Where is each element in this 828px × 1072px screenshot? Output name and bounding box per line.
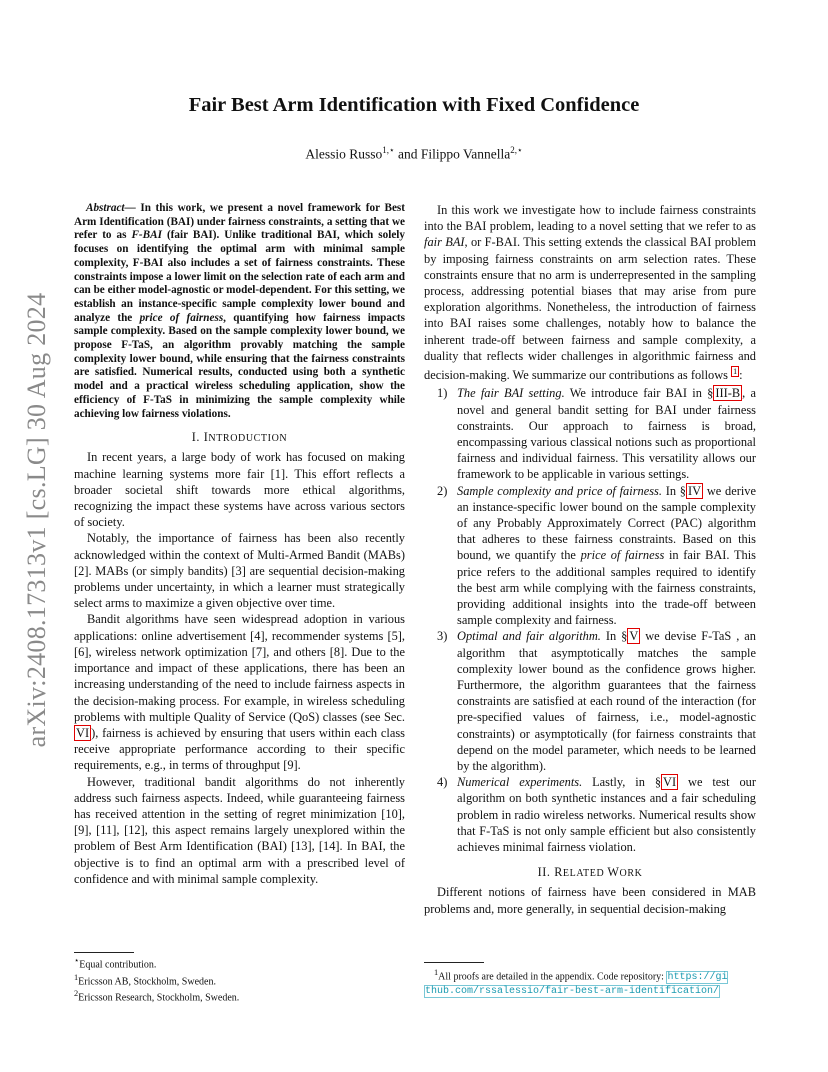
list-item-text: In § (600, 629, 628, 644)
footnote-mark: 2 (74, 989, 79, 999)
heading-letter: W (607, 865, 620, 880)
arxiv-identifier: arXiv:2408.17313v1 [cs.LG] 30 Aug 2024 (22, 292, 51, 748)
code-repository-link-continued[interactable]: thub.com/rssalessio/fair-best-arm-identification/ (425, 985, 720, 997)
abstract-text-1: — In this work, we present a novel framework for Best Arm Identification (BAI) under fairness constraints, a setting that we refer to as (74, 202, 405, 242)
list-item-title: The fair BAI setting. (457, 386, 565, 401)
footnote-rule-right (424, 962, 484, 963)
arxiv-sidebar (22, 285, 52, 755)
heading-rest: ELATED (562, 868, 608, 880)
related-work-paragraph: Different notions of fairness have been considered in MAB problems and, more generally, in sequential decision-making (424, 885, 756, 916)
list-item-emphasis: price of fairness (580, 548, 665, 563)
intro-paragraph-4: However, traditional bandit algorithms do not inherently address such fairness aspects. Indeed, while guaranteeing fairness has received attention in the setting of regret minimization [10], [9], [11], [12], this aspect remains largely unexplored within the problem of Best Arm Identification (BAI) [13], [14]. In BAI, the objective is to find an optimal arm with a prescribed level of confidence and with minimal sample complexity. (74, 774, 405, 886)
list-item-text: We introduce fair BAI in § (564, 386, 714, 401)
footnote (74, 988, 405, 1005)
intro-paragraph-2: Notably, the importance of fairness has been also recently acknowledged within the context of Multi-Armed Bandit (MABs) [2]. MABs (or simply bandits) [3] are sequential decision-making problems under uncertainty, in which a learner must strategically select arms to maximize a given objective over time. (74, 531, 405, 611)
list-item-title: Optimal and fair algorithm. (457, 629, 601, 644)
list-item-text: we derive an instance-specific lower bound on the sample complexity of any Probably Approximately Correct (PAC) algorithm that adheres to these fairness constraints. Based on this bound, we quantify the (457, 483, 756, 563)
list-item-text: we devise F-TaS , an algorithm that asymptotically matches the sample complexity lower bound as the confidence grows higher. Furthermore, the algorithm guarantees that the fairness constraints are satisfied at each round of the interaction (for pre-specified values of fairness, i.e., model-agnostic constraints) or asymptotically (for fairness constraints that depend on the model parameter, which needs to be learned by the algorithm). (457, 629, 757, 774)
list-item (424, 385, 756, 482)
author-1-affiliation: 1,⋆ (382, 145, 395, 155)
list-item-title: Numerical experiments. (457, 775, 583, 790)
abstract-text-3: , quantifying how fairness impacts sample complexity. Based on the sample complexity lower bound, we propose F-TaS, an algorithm provably matching the sample complexity lower bound, while ensuring that the fairness constraints are satisfied. Numerical results, conducted using both a synthetic model and a practical wireless scheduling application, show the efficiency of F-TaS in minimizing the sample complexity while achieving low fairness violations. (74, 311, 405, 420)
author-2-affiliation: 2,⋆ (510, 145, 523, 155)
abstract-text-2: (fair BAI). Unlike traditional BAI, which solely focuses on identifying the optimal arm with minimal sample complexity, F-BAI also includes a set of fairness constraints. These constraints impose a lower limit on the selection rate of each arm and can be either model-agnostic or model-dependent. For this setting, we establish an instance-specific sample complexity lower bound and analyze the (74, 229, 405, 324)
heading-rest: ORK (619, 868, 643, 880)
list-item (424, 774, 756, 855)
right-p1-fair-bai: fair BAI (424, 235, 465, 250)
footnote (74, 955, 405, 972)
heading-rest: NTRODUCTION (208, 433, 288, 445)
list-item-number: 3) (437, 629, 448, 644)
abstract (74, 202, 405, 421)
footnote-text: Ericsson AB, Stockholm, Sweden. (78, 975, 216, 987)
paper-title: Fair Best Arm Identification with Fixed Confidence (188, 94, 640, 116)
list-item (424, 628, 756, 774)
authors-line (0, 145, 828, 163)
intro-p3-text-b: ), fairness is achieved by ensuring that users within each class receive appropriate performance according to their specific requirements, e.g., in terms of throughput [9]. (74, 725, 405, 773)
footnote-mark: 1 (434, 968, 439, 977)
section-ref-link[interactable]: V (629, 629, 639, 644)
list-item-text: in fair BAI. This price refers to the additional samples required to identify the best arm while complying with the fairness constraints, providing additional insights into the trade-off between sample complexity and fairness. (457, 548, 757, 628)
list-item-text: Lastly, in § (582, 775, 662, 790)
list-item-number: 2) (437, 483, 448, 498)
section-ref-link[interactable]: VI (76, 725, 90, 740)
intro-p3-text-a: Bandit algorithms have seen widespread adoption in various applications: online advertisement [4], recommender systems [5], [6], wireless network optimization [7], and others [8]. Due to the importance and impact of these applications, there has been an increasing understanding of the need to include fairness aspects in the decision-making process. For example, in wireless scheduling problems with multiple Quality of Service (QoS) classes (see Sec. (74, 612, 405, 724)
list-item-text: In § (661, 483, 686, 498)
right-p1-text-a: In this work we investigate how to include fairness constraints into the BAI problem, leading to a novel setting that we refer to as (424, 203, 756, 234)
abstract-fbai: F-BAI (131, 229, 162, 242)
contributions-list (424, 385, 756, 855)
right-p1-text-c: : (739, 368, 743, 383)
footnote-text: Equal contribution. (79, 959, 157, 971)
footnote-rule-left (74, 952, 134, 953)
author-2: Filippo Vannella (420, 146, 511, 162)
intro-paragraph-3 (74, 611, 405, 773)
abstract-price: price of fairness (139, 311, 224, 324)
footnotes-right (424, 967, 756, 998)
footnote-mark: ⋆ (74, 956, 80, 965)
heading-number: I. (191, 430, 204, 445)
heading-first-letter: I (203, 430, 209, 445)
footnote (74, 972, 405, 989)
list-item (424, 483, 756, 629)
code-repository-link[interactable]: https://gi (667, 972, 728, 984)
footnote-ref-link[interactable]: 1 (733, 367, 738, 377)
list-item-text: , a novel and general bandit setting for BAI under fairness constraints. Our approach to fairness is broad, encompassing various classical notions such as proportional fairness and individual fairness. This versatility allows our framework to be applicable in various settings. (457, 386, 756, 482)
footnote-text: All proofs are detailed in the appendix. Code repository: (438, 971, 667, 983)
footnote-text: Ericsson Research, Stockholm, Sweden. (78, 992, 240, 1004)
right-column (424, 202, 756, 917)
heading-letter: R (554, 865, 563, 880)
authors-and: and (398, 146, 418, 162)
right-p1-text-b: , or F-BAI. This setting extends the classical BAI problem by imposing fairness constraints on arm selection rates. These constraints ensure that no arm is underrepresented in the sampling process, addressing potential biases that may arise from pure exploration algorithms. Nonetheless, the introduction of fairness into BAI raises some challenges, notably how to balance the inherent trade-off between fairness and sample complexity, a duality that reflects wider challenges in algorithmic fairness and decision-making. We summarize our contributions as follows (424, 235, 757, 383)
heading-number: II. (537, 865, 555, 880)
left-column (74, 202, 405, 887)
right-paragraph-1 (424, 202, 756, 383)
list-item-title: Sample complexity and price of fairness. (457, 483, 662, 498)
intro-paragraph-1: In recent years, a large body of work has focused on making machine learning systems more fair [1]. This effort reflects a broader societal shift towards more ethical algorithms, recognizing the impact these systems have across various sectors of society. (74, 450, 405, 530)
section-ref-link[interactable]: III-B (715, 386, 741, 401)
footnote-mark: 1 (74, 972, 79, 982)
list-item-text: we test our algorithm on both synthetic instances and a fair scheduling problem in radio wireless networks. Numerical results show that F-TaS is not only sample efficient but also consistently achieves minimal fairness violation. (457, 775, 756, 855)
section-ref-link[interactable]: IV (688, 483, 702, 498)
section-ref-link[interactable]: VI (663, 775, 677, 790)
footnotes-left (74, 955, 405, 1005)
list-item-number: 4) (437, 775, 448, 790)
author-1: Alessio Russo (305, 146, 383, 162)
list-item-number: 1) (437, 386, 448, 401)
section-heading-introduction (74, 429, 405, 447)
abstract-label: Abstract (86, 202, 125, 214)
section-heading-related-work (424, 864, 756, 882)
footnote (424, 967, 756, 998)
